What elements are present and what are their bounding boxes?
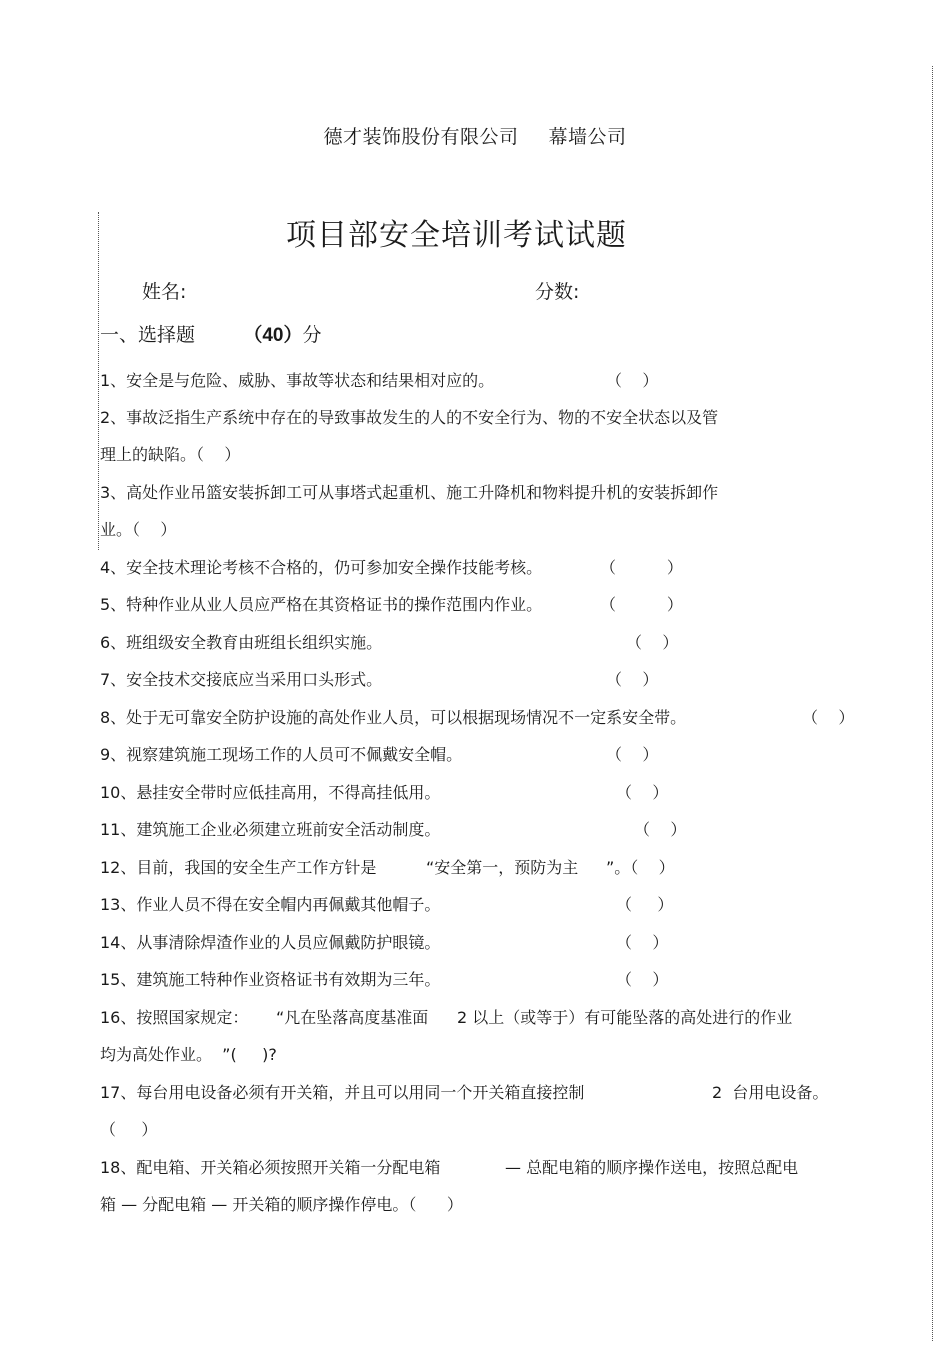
answer-paren-8: （ ） [802, 708, 855, 727]
question-4: 4、安全技术理论考核不合格的，仍可参加安全操作技能考核。 [100, 558, 543, 577]
answer-paren-14: （ ） [616, 933, 669, 952]
question-2-continued: 理上的缺陷。（ ） [100, 445, 241, 464]
question-17-continued: （ ） [100, 1120, 158, 1139]
answer-paren-6: （ ） [626, 633, 679, 652]
answer-paren-9: （ ） [606, 745, 659, 764]
question-8: 8、处于无可靠安全防护设施的高处作业人员，可以根据现场情况不一定系安全带。 [100, 708, 687, 727]
section-prefix: 一、选择题 [100, 324, 196, 346]
question-7: 7、安全技术交接底应当采用口头形式。 [100, 670, 383, 689]
question-16-rest: 2 以上（或等于）有可能坠落的高处进行的作业 [457, 1008, 793, 1027]
answer-paren-11: （ ） [634, 820, 687, 839]
question-18: 18、配电箱、开关箱必须按照开关箱一分配电箱 [100, 1158, 441, 1177]
question-12-end: ”。（ ） [606, 858, 675, 877]
answer-paren-7: （ ） [606, 670, 659, 689]
question-5: 5、特种作业从业人员应严格在其资格证书的操作范围内作业。 [100, 595, 543, 614]
answer-paren-15: （ ） [616, 970, 669, 989]
question-16-quote: “凡在坠落高度基准面 [276, 1008, 429, 1027]
answer-paren-1: （ ） [606, 371, 659, 390]
company-header [0, 122, 950, 149]
question-9: 9、视察建筑施工现场工作的人员可不佩戴安全帽。 [100, 745, 463, 764]
question-18-continued: 箱 — 分配电箱 — 开关箱的顺序操作停电。（ ） [100, 1195, 463, 1214]
question-17: 17、每台用电设备必须有开关箱，并且可以用同一个开关箱直接控制 [100, 1083, 585, 1102]
company-name: 德才装饰股份有限公司 [323, 126, 519, 148]
question-17-rest: 2 台用电设备。 [712, 1083, 829, 1102]
question-6: 6、班组级安全教育由班组长组织实施。 [100, 633, 383, 652]
question-10: 10、悬挂安全带时应低挂高用，不得高挂低用。 [100, 783, 441, 802]
answer-paren-5: （ ） [600, 595, 683, 614]
question-13: 13、作业人员不得在安全帽内再佩戴其他帽子。 [100, 895, 441, 914]
exam-title: 项目部安全培训考试试题 [286, 218, 627, 253]
question-11: 11、建筑施工企业必须建立班前安全活动制度。 [100, 820, 441, 839]
answer-paren-4: （ ） [600, 558, 683, 577]
question-18-rest: — 总配电箱的顺序操作送电，按照总配电 [505, 1158, 799, 1177]
question-16: 16、按照国家规定： [100, 1008, 249, 1027]
question-3-continued: 业。（ ） [100, 520, 177, 539]
score-label: 分数: [535, 281, 580, 303]
answer-paren-10: （ ） [616, 783, 669, 802]
left-margin-line [98, 212, 99, 550]
answer-paren-13: （ ） [616, 895, 674, 914]
name-label: 姓名: [142, 281, 187, 303]
right-margin-line [932, 66, 933, 1341]
question-3: 3、高处作业吊篮安装拆卸工可从事塔式起重机、施工升降机和物料提升机的安装拆卸作 [100, 483, 719, 502]
question-16-continued: 均为高处作业。 ”( )? [100, 1045, 277, 1064]
question-14: 14、从事清除焊渣作业的人员应佩戴防护眼镜。 [100, 933, 441, 952]
question-15: 15、建筑施工特种作业资格证书有效期为三年。 [100, 970, 441, 989]
section-suffix: 分 [302, 324, 322, 346]
section-points: （40） [243, 325, 303, 346]
question-1: 1、安全是与危险、威胁、事故等状态和结果相对应的。 [100, 371, 495, 390]
question-2: 2、事故泛指生产系统中存在的导致事故发生的人的不安全行为、物的不安全状态以及管 [100, 408, 719, 427]
division-name: 幕墙公司 [548, 126, 627, 148]
section-heading [100, 320, 322, 347]
question-12-quote: “安全第一，预防为主 [426, 858, 579, 877]
question-12: 12、目前，我国的安全生产工作方针是 [100, 858, 377, 877]
